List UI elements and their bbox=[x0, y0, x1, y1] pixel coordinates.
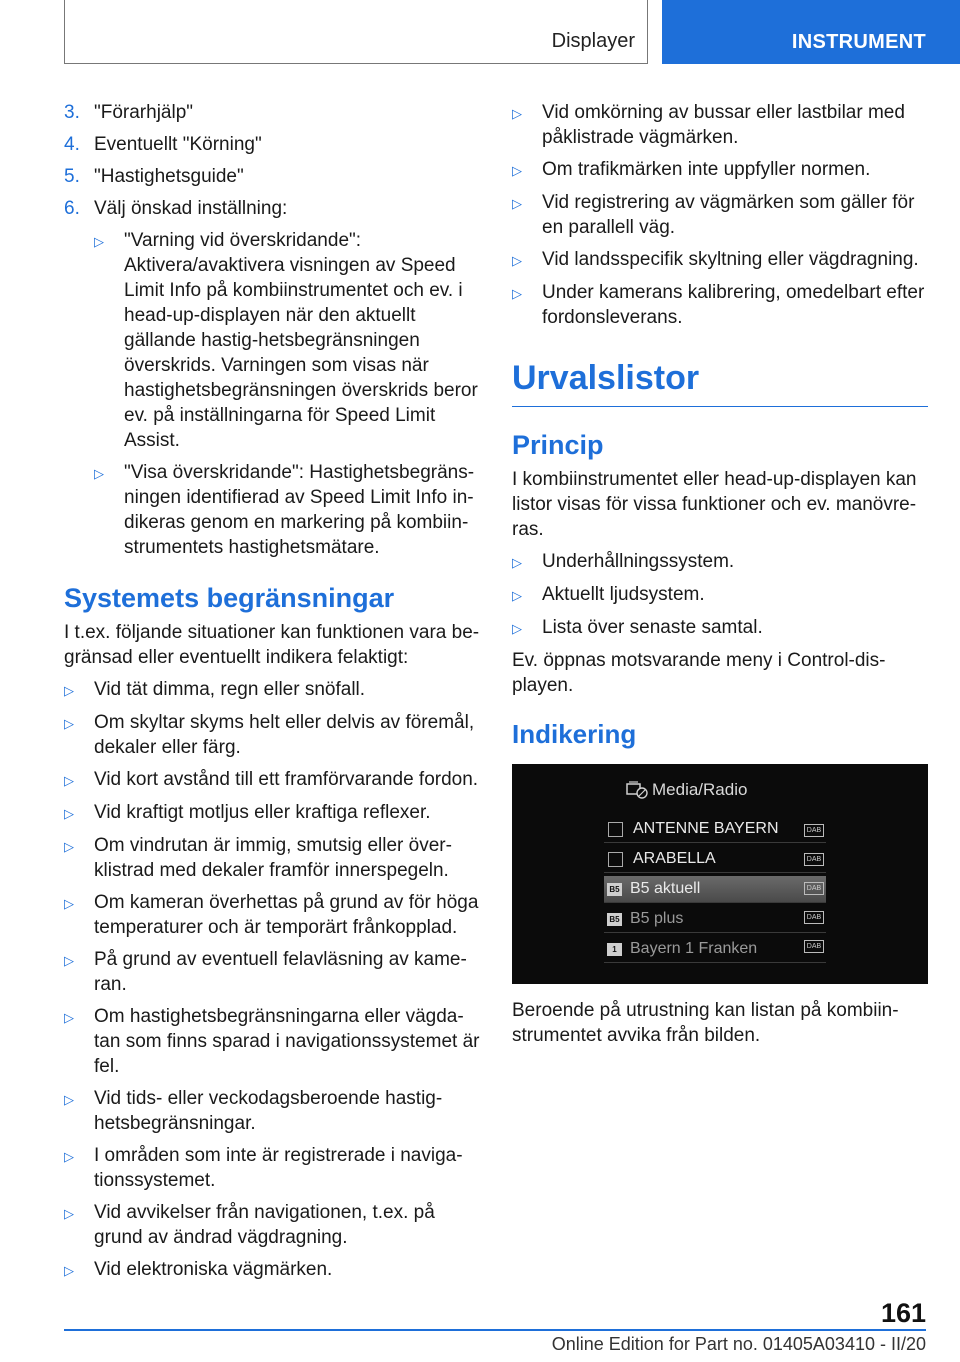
list-item: ▷ Om vindrutan är immig, smutsig eller över-klistrad med dekaler framför innerspegeln. bbox=[64, 835, 452, 881]
principle-text: I kombiinstrumentet eller head-up-displayen kan listor visas för vissa funktioner och ev. manövre-ras. bbox=[512, 469, 917, 540]
list-item: ▷ Vid tids- eller veckodagsberoende hastig-hetsbegränsningar. bbox=[64, 1088, 443, 1134]
list-item: ▷ Vid tät dimma, regn eller snöfall. bbox=[64, 677, 480, 703]
triangle-bullet-icon: ▷ bbox=[512, 588, 522, 603]
list-item: ▷ Om hastighetsbegränsningarna eller vägda-tan som finns sparad i navigationssystemet är fel. bbox=[64, 1006, 480, 1077]
triangle-bullet-icon: ▷ bbox=[64, 896, 74, 911]
triangle-bullet-icon: ▷ bbox=[512, 163, 522, 178]
list-item: ▷ Vid registrering av vägmärken som gäller för en parallell väg. bbox=[512, 192, 915, 238]
step-item: 3. "Förarhjälp" bbox=[64, 102, 194, 123]
dab-badge-icon: DAB bbox=[804, 911, 824, 924]
section-heading: Urvalslistor bbox=[512, 358, 928, 407]
list-item: ▷ I områden som inte är registrerade i naviga-tionssystemet. bbox=[64, 1145, 463, 1191]
media-radio-icon bbox=[626, 780, 648, 800]
dab-badge-icon: DAB bbox=[804, 940, 824, 953]
list-item: ▷ Lista över senaste samtal. bbox=[512, 615, 928, 641]
header-subsection: Displayer bbox=[551, 30, 635, 52]
station-logo-icon: 1 bbox=[607, 943, 622, 956]
station-row: ANTENNE BAYERN bbox=[604, 816, 826, 843]
list-item: ▷ "Visa överskridande": Hastighetsbegräns-ningen identifierad av Speed Limit Info in-dikeras genom en markering på kombiin-strumentets hastighetsmätare. bbox=[94, 462, 475, 558]
list-item: ▷ Under kamerans kalibrering, omedelbart efter fordonsleverans. bbox=[512, 282, 925, 328]
list-item: ▷ Om skyltar skyms helt eller delvis av föremål, dekaler eller färg. bbox=[64, 712, 475, 758]
station-row: B5 B5 aktuell bbox=[604, 876, 826, 903]
triangle-bullet-icon: ▷ bbox=[512, 621, 522, 636]
dab-badge-icon: DAB bbox=[804, 882, 824, 895]
principle-heading: Princip bbox=[512, 430, 604, 460]
header-section-tab bbox=[662, 0, 960, 64]
header-frame bbox=[64, 0, 648, 64]
triangle-bullet-icon: ▷ bbox=[512, 196, 522, 211]
limits-intro: I t.ex. följande situationer kan funktionen vara be-gränsad eller eventuellt indikera felaktigt: bbox=[64, 622, 480, 668]
principle-note: Ev. öppnas motsvarande meny i Control-dis-playen. bbox=[512, 650, 886, 696]
station-logo-icon: B5 bbox=[607, 913, 622, 926]
limits-heading: Systemets begränsningar bbox=[64, 583, 395, 613]
dab-badge-icon: DAB bbox=[804, 853, 824, 866]
media-radio-title: Media/Radio bbox=[652, 780, 748, 799]
station-row: B5 B5 plus bbox=[604, 906, 826, 933]
dab-badge-icon: DAB bbox=[804, 824, 824, 837]
triangle-bullet-icon: ▷ bbox=[64, 683, 74, 698]
triangle-bullet-icon: ▷ bbox=[64, 773, 74, 788]
list-item: ▷ Vid kort avstånd till ett framförvarande fordon. bbox=[64, 767, 480, 793]
list-item: ▷ Underhållningssystem. bbox=[512, 549, 928, 575]
list-item: ▷ Om trafikmärken inte uppfyller normen. bbox=[512, 157, 928, 183]
triangle-bullet-icon: ▷ bbox=[94, 234, 104, 249]
list-item: ▷ Vid avvikelser från navigationen, t.ex. på grund av ändrad vägdragning. bbox=[64, 1202, 435, 1248]
list-item: ▷ Om kameran överhettas på grund av för höga temperaturer och är temporärt frånkopplad. bbox=[64, 892, 479, 938]
triangle-bullet-icon: ▷ bbox=[512, 555, 522, 570]
step-item: 4. Eventuellt "Körning" bbox=[64, 134, 262, 155]
footer-edition: Online Edition for Part no. 01405A03410 - II/20 bbox=[551, 1334, 926, 1354]
triangle-bullet-icon: ▷ bbox=[64, 1010, 74, 1025]
station-logo-icon: B5 bbox=[607, 883, 622, 896]
footer-divider bbox=[862, 1329, 926, 1331]
list-item: ▷ "Varning vid överskridande": Aktivera/avaktivera visningen av Speed Limit Info på kombiinstrumentet och ev. i head-up-displayen när den aktuellt gällande hastig-hetsbegränsningen överskrids. Varningen som visas när hastighetsbegränsningen överskrids beror ev. på inställningarna för Speed Limit Assist. bbox=[94, 230, 478, 451]
list-item: ▷ Vid kraftigt motljus eller kraftiga reflexer. bbox=[64, 800, 480, 826]
triangle-bullet-icon: ▷ bbox=[64, 1206, 74, 1221]
triangle-bullet-icon: ▷ bbox=[512, 253, 522, 268]
triangle-bullet-icon: ▷ bbox=[94, 466, 104, 481]
list-item: ▷ Vid landsspecifik skyltning eller vägdragning. bbox=[512, 247, 928, 273]
media-radio-screenshot bbox=[512, 764, 928, 984]
right-column bbox=[512, 100, 928, 1055]
figure-caption: Beroende på utrustning kan listan på kombiin-strumentet avvika från bilden. bbox=[512, 1000, 899, 1046]
footer-divider bbox=[64, 1329, 862, 1331]
list-item: ▷ På grund av eventuell felavläsning av kame-ran. bbox=[64, 949, 467, 995]
triangle-bullet-icon: ▷ bbox=[64, 1149, 74, 1164]
list-item: ▷ Vid omkörning av bussar eller lastbilar med påklistrade vägmärken. bbox=[512, 102, 905, 148]
checkbox-icon bbox=[608, 852, 623, 867]
triangle-bullet-icon: ▷ bbox=[64, 1092, 74, 1107]
triangle-bullet-icon: ▷ bbox=[64, 839, 74, 854]
step-item: 5. "Hastighetsguide" bbox=[64, 166, 244, 187]
triangle-bullet-icon: ▷ bbox=[64, 716, 74, 731]
page-number: 161 bbox=[880, 1298, 926, 1328]
triangle-bullet-icon: ▷ bbox=[512, 286, 522, 301]
list-item: ▷ Aktuellt ljudsystem. bbox=[512, 582, 928, 608]
station-row: ARABELLA bbox=[604, 846, 826, 873]
left-column bbox=[64, 100, 480, 1290]
triangle-bullet-icon: ▷ bbox=[64, 953, 74, 968]
station-row: 1 Bayern 1 Franken bbox=[604, 936, 826, 963]
limits-list bbox=[64, 677, 480, 1283]
step6-options bbox=[94, 228, 480, 560]
station-list bbox=[604, 816, 826, 966]
list-item: ▷ Vid elektroniska vägmärken. bbox=[64, 1257, 480, 1283]
indication-heading: Indikering bbox=[512, 719, 637, 749]
step-item: 6. Välj önskad inställning: bbox=[64, 198, 288, 219]
triangle-bullet-icon: ▷ bbox=[64, 1263, 74, 1278]
triangle-bullet-icon: ▷ bbox=[64, 806, 74, 821]
checkbox-icon bbox=[608, 822, 623, 837]
header-section-label: INSTRUMENT bbox=[791, 31, 926, 53]
triangle-bullet-icon: ▷ bbox=[512, 106, 522, 121]
